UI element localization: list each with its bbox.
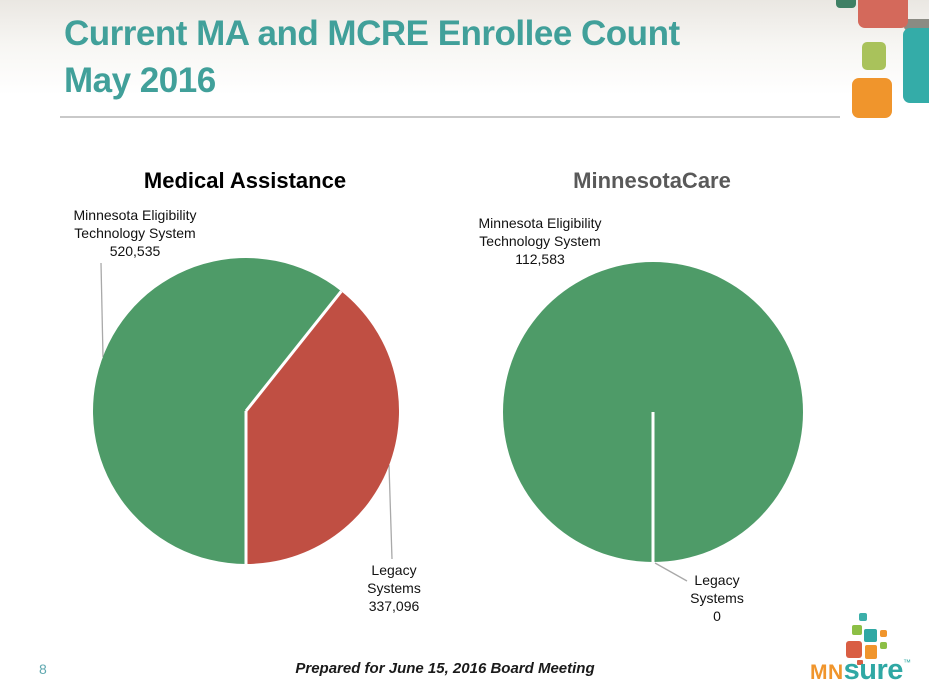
slide-title-line2: May 2016 (64, 61, 216, 100)
decor-green-block (836, 0, 856, 8)
decor-olive-block (862, 42, 886, 70)
data-label-value: 520,535 (109, 243, 161, 259)
logo-trademark: ™ (902, 658, 911, 667)
leader-line-legacy (389, 465, 392, 559)
slide-title-line1: Current MA and MCRE Enrollee Count (64, 14, 680, 53)
data-label-text: Legacy Systems (690, 572, 744, 606)
minnesotacare-chart (455, 160, 885, 640)
leader-line-met (101, 263, 103, 357)
data-label-met-112583 (461, 214, 619, 268)
data-label-value: 0 (713, 608, 721, 624)
data-label-value: 337,096 (368, 598, 420, 614)
logo-mn-text: MN (810, 661, 844, 684)
data-label-legacy-337096 (354, 561, 434, 615)
footer-note: Prepared for June 15, 2016 Board Meeting (295, 660, 595, 677)
chart-title-minnesotacare: MinnesotaCare (573, 168, 731, 193)
page-number: 8 (39, 661, 47, 677)
medical-assistance-chart (35, 160, 455, 630)
data-label-text: Minnesota Eligibility Technology System (478, 215, 602, 249)
data-label-value: 112,583 (515, 251, 565, 267)
decor-red-block (858, 0, 908, 28)
slide-title (64, 10, 844, 104)
data-label-legacy-0 (677, 571, 757, 625)
decor-teal-block (903, 28, 929, 103)
logo-sure-text: sure (843, 654, 903, 686)
data-label-met-520535 (56, 206, 214, 260)
chart-title-medical-assistance: Medical Assistance (143, 168, 347, 193)
decor-orange-block (852, 78, 892, 118)
data-label-text: Legacy Systems (367, 562, 421, 596)
data-label-text: Minnesota Eligibility Technology System (73, 207, 197, 241)
mnsure-logo-text (810, 654, 929, 686)
title-divider (60, 116, 840, 118)
mnsure-logo (810, 610, 929, 686)
